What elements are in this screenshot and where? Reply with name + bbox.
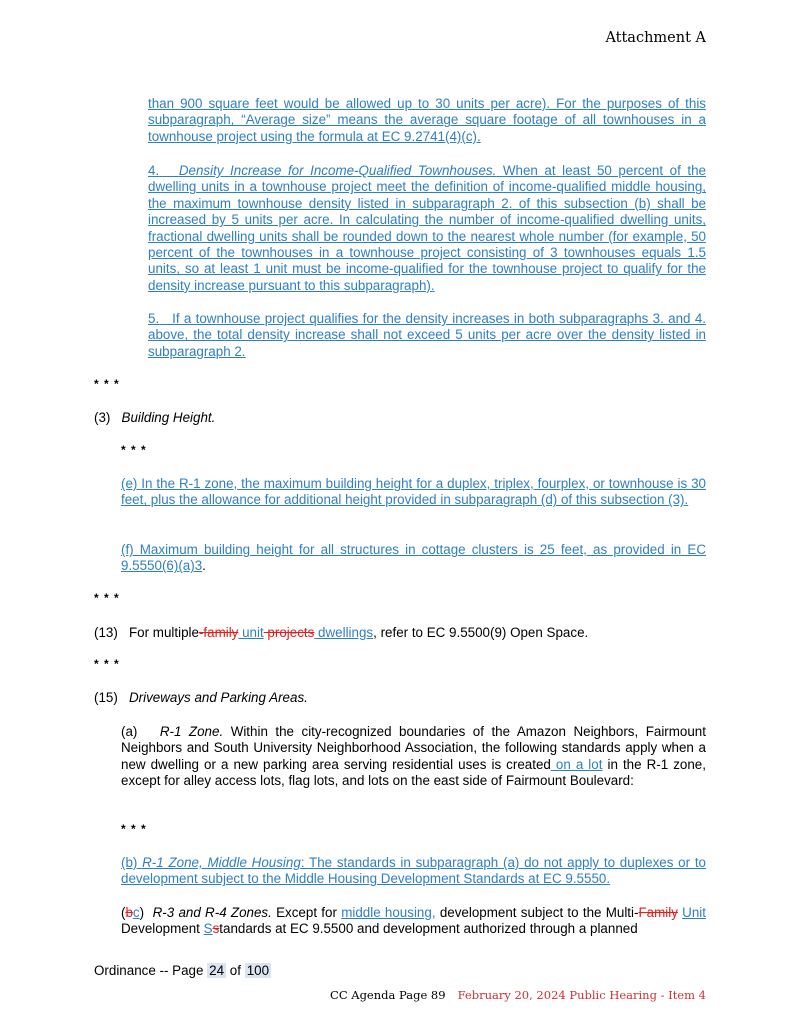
section-15b-label: (b) <box>121 855 138 870</box>
section-13 <box>94 625 706 641</box>
section-13-text-1: For multiple <box>129 625 199 640</box>
section-3-title: Building Height. <box>121 410 216 425</box>
deleted-lower-s: s <box>212 921 220 937</box>
section-13-number: (13) <box>94 625 118 640</box>
section-break-5: * * * <box>121 822 147 836</box>
section-15a-text-2: in the R-1 zone, except for alley access lots, flag lots, and lots on the east side of Fairmount Boulevard: <box>121 756 706 789</box>
section-15c-text-3: Development <box>121 921 200 937</box>
section-break-2: * * * <box>121 443 147 457</box>
section-break-4: * * * <box>94 657 120 671</box>
deleted-b: b <box>125 905 133 920</box>
paragraph-4 <box>148 163 706 294</box>
section-15b <box>121 855 706 888</box>
section-3-heading <box>94 410 215 426</box>
section-15a <box>121 724 706 790</box>
section-break-1: * * * <box>94 377 120 391</box>
footer-page-total: 100 <box>246 963 270 978</box>
deleted-projects: projects <box>263 625 315 640</box>
ordinance-footer <box>94 963 271 978</box>
inserted-dwellings: dwellings <box>314 625 374 640</box>
para4-title: Density Increase for Income-Qualified Townhouses. <box>178 163 497 178</box>
section-3-number: (3) <box>94 410 111 425</box>
section-15c-open-paren: ( <box>121 905 126 920</box>
section-15-number: (15) <box>94 690 118 705</box>
inserted-unit-2: Unit <box>682 905 706 920</box>
footer-page-number: 24 <box>209 963 225 978</box>
para4-number: 4. <box>148 163 160 178</box>
section-13-text-2: , refer to EC 9.5500(9) Open Space. <box>373 625 589 640</box>
section-15c-text-1: Except for <box>276 905 337 920</box>
para4-text: When at least 50 percent of the dwelling units in a townhouse project meet the definition of income-qualified middle housing, the maximum townhouse density listed in subparagraph 2. of this subsection (b) shall be increased by 5 units per acre. In calculating the number of income-qualified dwelling units, fractional dwelling units shall be rounded down to the nearest whole number (for example, 50 percent of the townhouses in a townhouse project consisting of 3 townhouses equals 1.5 units, so at least 1 unit must be income-qualified for the townhouse project to qualify for the density increase pursuant to this subparagraph). <box>148 163 706 293</box>
section-15a-title: R-1 Zone. <box>159 724 224 739</box>
para5-text: If a townhouse project qualifies for the density increases in both subparagraphs 3. and 4. above, the total density increase shall not exceed 5 units per acre over the density listed in subparagraph 2. <box>148 311 706 359</box>
section-15b-text: : The standards in subparagraph (a) do not apply to duplexes or to development subject to the Middle Housing Development Standards at EC 9.5550. <box>121 855 706 887</box>
section-3f-text: (f) Maximum building height for all structures in cottage clusters is 25 feet, as provided in EC 9.5550(6)(a)3 <box>121 542 706 574</box>
section-3f <box>121 542 706 575</box>
deleted-family-2: Family <box>638 905 678 920</box>
section-3e: (e) In the R-1 zone, the maximum building height for a duplex, triplex, fourplex, or townhouse is 30 feet, plus the allowance for additional height provided in subparagraph (d) of this subsection (3). <box>121 476 706 508</box>
agenda-page-label: CC Agenda Page 89 <box>330 988 446 1002</box>
hearing-label: February 20, 2024 Public Hearing - Item 4 <box>457 988 706 1002</box>
footer-label: Ordinance -- Page <box>94 963 204 978</box>
paragraph-5 <box>148 311 706 360</box>
inserted-capital-s: S <box>203 921 213 937</box>
section-15c-text-4: tandards at EC 9.5500 and development authorized through a planned <box>219 921 638 937</box>
attachment-label: Attachment A <box>605 30 706 46</box>
inserted-unit: unit <box>238 625 264 640</box>
deleted-family: -family <box>198 625 239 640</box>
section-15-heading <box>94 690 308 706</box>
section-15b-title: R-1 Zone, Middle Housing <box>142 855 301 870</box>
intro-continuation: than 900 square feet would be allowed up to 30 units per acre). For the purposes of this subparagraph, “Average size” means the average square footage of all townhouses in a townhouse project using the formula at EC 9.2741(4)(c). <box>148 96 706 144</box>
section-15c <box>121 905 706 938</box>
section-15a-text-1: Within the city-recognized boundaries of the Amazon Neighbors, Fairmount Neighbors and South University Neighborhood Association, the following standards apply when a new dwelling or a new parking area serving residential uses is created <box>121 724 706 772</box>
section-break-3: * * * <box>94 591 120 605</box>
section-15-title: Driveways and Parking Areas. <box>129 690 308 705</box>
inserted-c: c <box>132 905 140 920</box>
agenda-footer <box>330 988 706 1002</box>
section-3f-period: . <box>202 558 206 574</box>
section-15c-close-paren: ) <box>139 905 145 920</box>
para5-number: 5. <box>148 311 160 326</box>
footer-of: of <box>229 963 241 978</box>
section-15c-text-2: development subject to the Multi- <box>439 905 639 920</box>
inserted-middle-housing: middle housing, <box>341 905 436 920</box>
section-15c-title: R-3 and R-4 Zones. <box>152 905 272 920</box>
inserted-on-a-lot: on a lot <box>550 756 603 772</box>
section-15a-label: (a) <box>121 724 138 739</box>
